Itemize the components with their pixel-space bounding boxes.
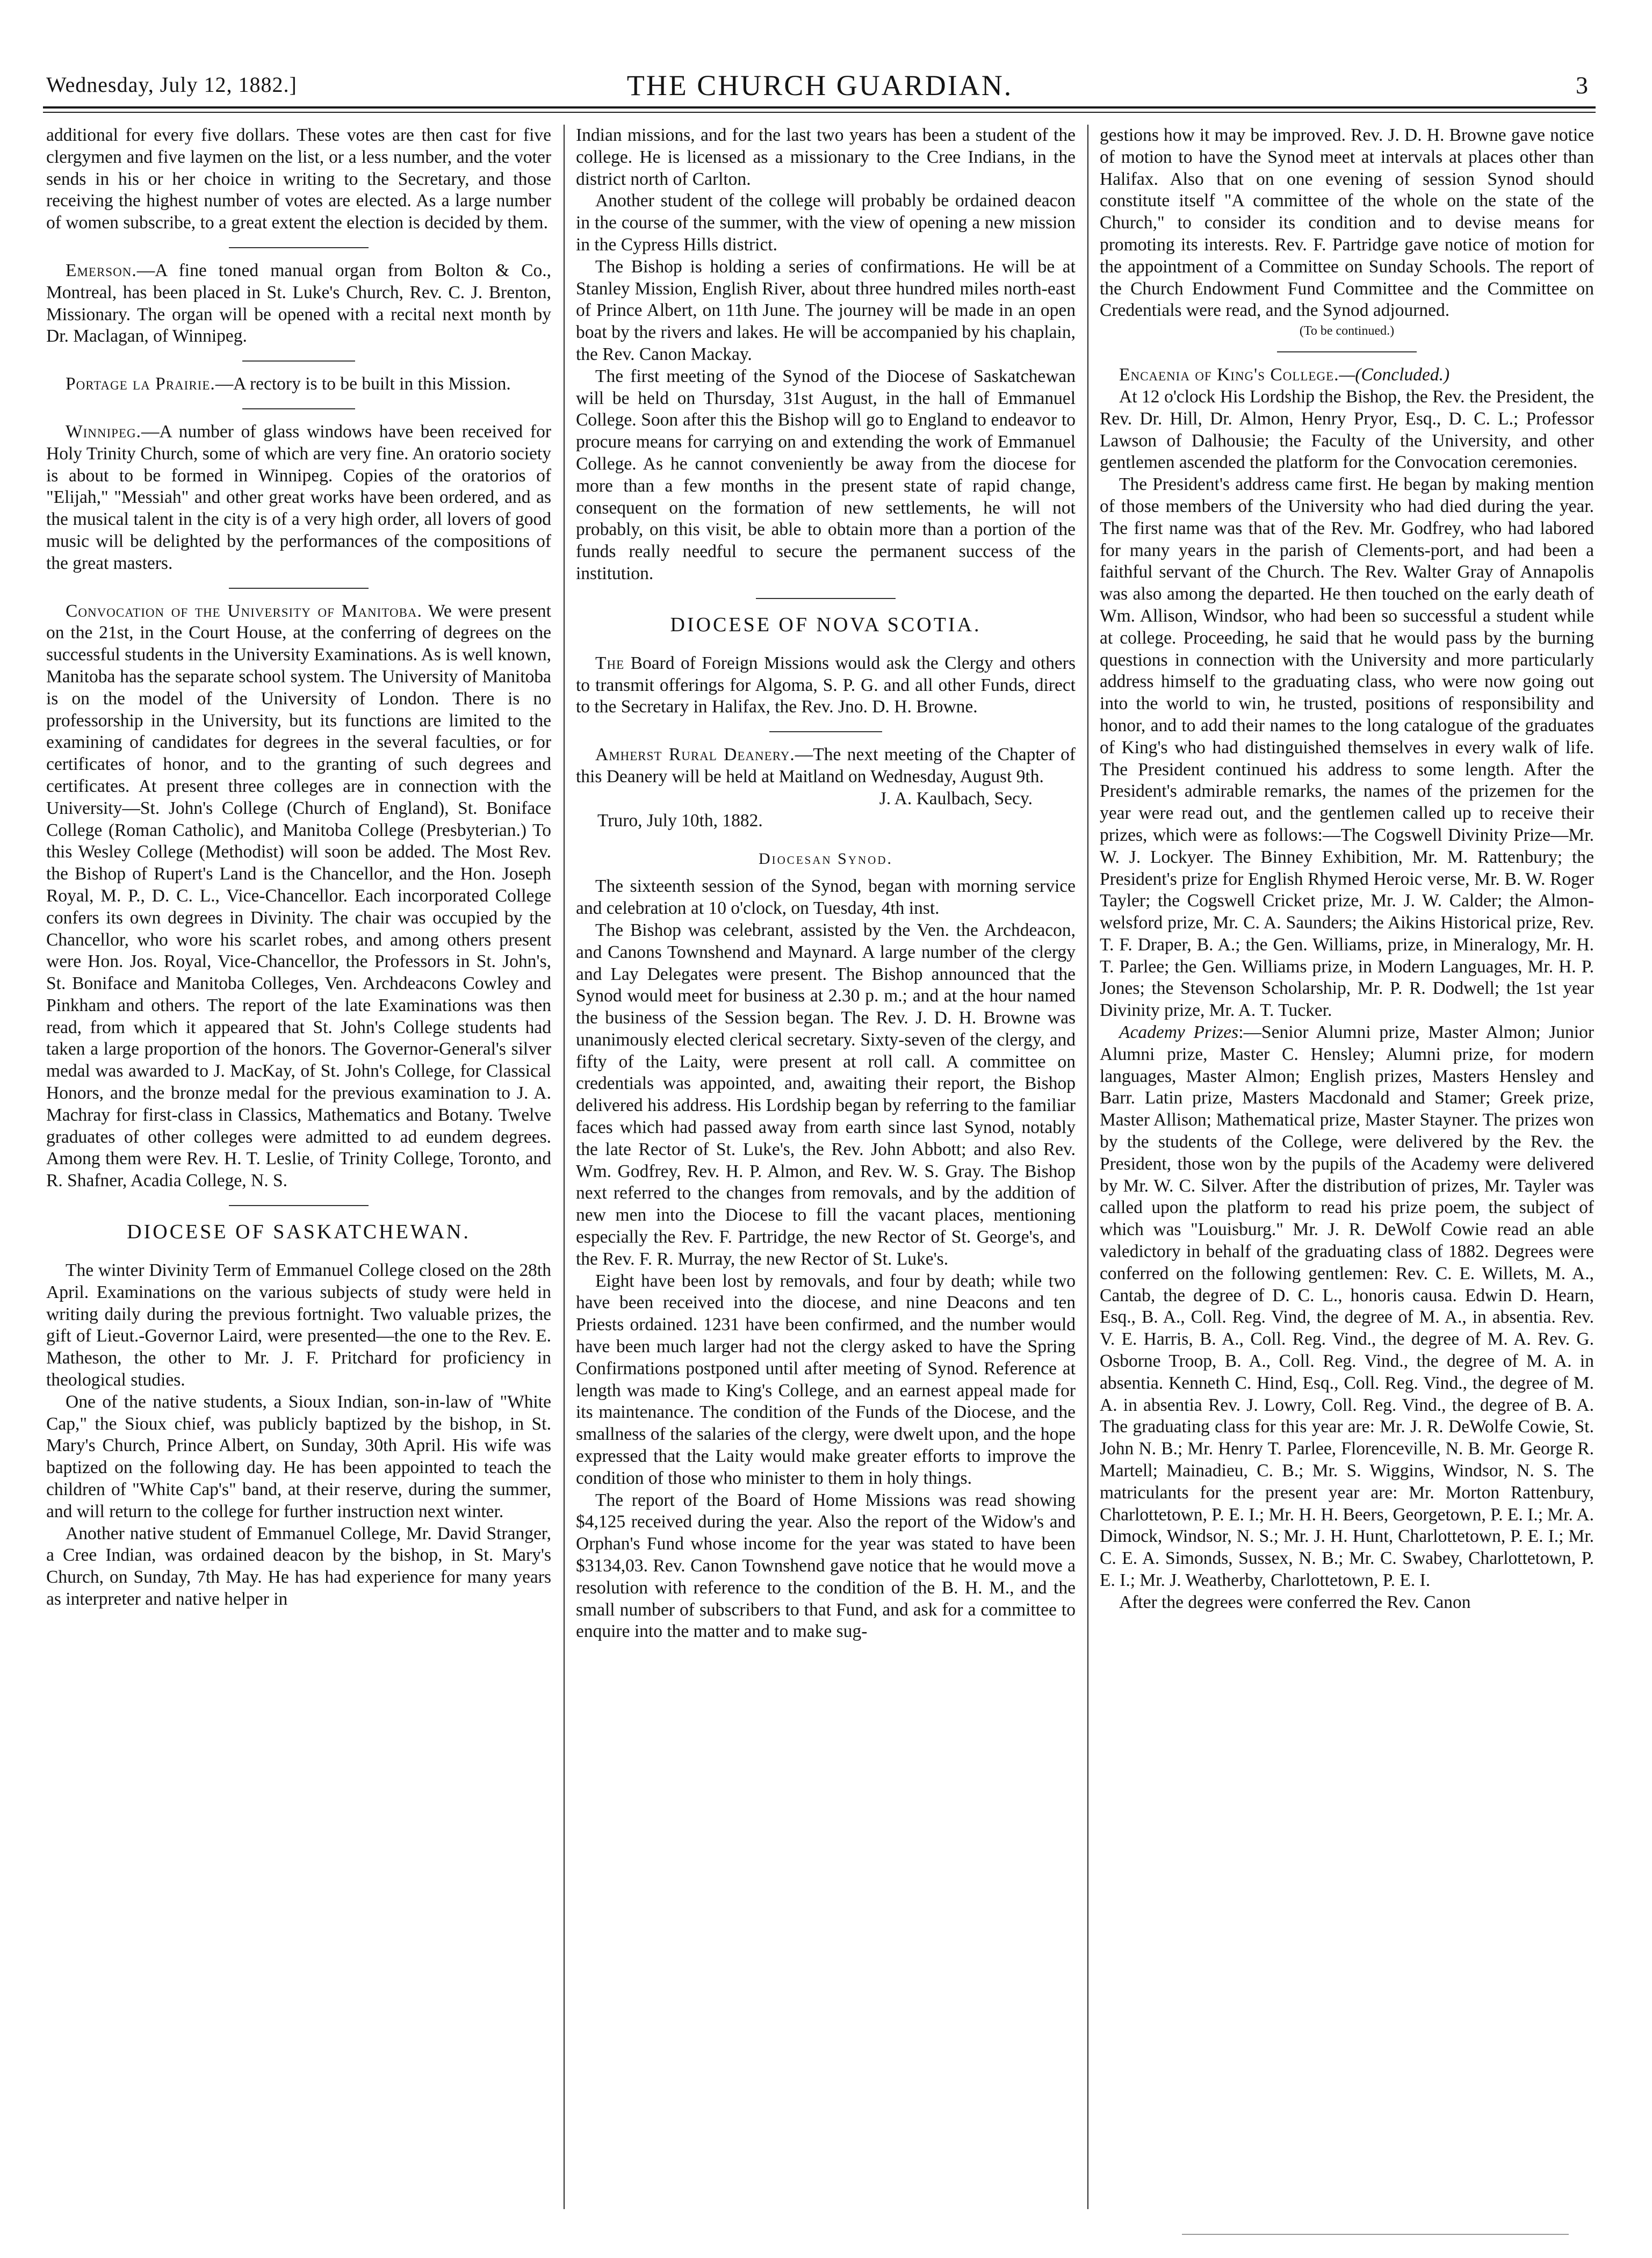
page-bottom-rule bbox=[1182, 2234, 1569, 2235]
article-separator bbox=[756, 598, 896, 599]
article-paragraph: The President's address came first. He began by making mention of those members of the University who had died during the year. The first name was that of the Rev. Mr. Godfrey, who had labored for many years in the parish of Clements-port, and had been a faithful servant of the Church. The Rev. Walter Gray of Annapolis was also among the departed. He then touched on the early death of Wm. Allison, Windsor, who had been so successful a student while at college. Proceeding, he said that he would pass by the burning questions in connection with the University and more particularly address himself to the graduating class, who were now going out into the world to win, he trusted, positions of responsibility and honor, and to add their names to the long catalogue of the graduates of King's who had distinguished themselves in every walk of life. The President continued his address to some length. After the President's admirable remarks, the names of the prizemen for the year were read out, and the gentlemen called up to receive their prizes, which were as follows:—The Cogswell Divinity Prize—Mr. W. J. Lockyer. The Binney Exhibition, Mr. M. Rattenbury; the President's prize for English Rhymed Heroic verse, Mr. B. W. Roger Tayler; the Cogswell Cricket prize, Mr. J. W. Calder; the Almon-welsford prize, Mr. C. A. Saunders; the Aikins Historical prize, Rev. T. F. Draper, B. A.; the Gen. Williams, prize, in Mineralogy, Mr. H. T. Parlee; the Gen. Williams prize, in Modern Languages, Mr. H. P. Jones; the Stevenson Scholarship, Mr. P. R. Dodwell; the 1st year Divinity prize, Mr. A. T. Tucker. bbox=[1100, 474, 1594, 1021]
column-divider bbox=[1087, 125, 1088, 2209]
signature-line: J. A. Kaulbach, Secy. bbox=[879, 788, 1033, 809]
column-1 bbox=[46, 125, 551, 2220]
news-item-encaenia bbox=[1100, 364, 1594, 386]
continued-note: (To be continued.) bbox=[1299, 324, 1395, 338]
article-paragraph: The winter Divinity Term of Emmanuel College closed on the 28th April. Examinations on the various subjects of study were held in writing daily during the previous fortnight. Two valuable prizes, the gift of Lieut.-Governor Laird, were presented—the one to the Rev. E. Matheson, the other to Mr. J. F. Pritchard for proficiency in theological studies. bbox=[46, 1260, 551, 1390]
article-paragraph: Another native student of Emmanuel College, Mr. David Stranger, a Cree Indian, was ordained deacon by the bishop, in St. Mary's Church, on Sunday, 7th May. He has had experience for many years as interpreter and native helper in bbox=[46, 1523, 551, 1610]
item-lead: Portage la Prairie. bbox=[66, 374, 215, 394]
article-separator bbox=[242, 408, 355, 409]
article-separator bbox=[229, 588, 369, 589]
notice-foreign-missions bbox=[576, 653, 1076, 718]
header-rule-thin bbox=[43, 112, 1596, 113]
item-text: —A rectory is to be built in this Mission. bbox=[215, 374, 511, 394]
article-separator bbox=[229, 1205, 369, 1206]
article-paragraph: Another student of the college will probably be ordained deacon in the course of the summer, with the view of opening a new mission in the Cypress Hills district. bbox=[576, 191, 1076, 255]
article-paragraph: At 12 o'clock His Lordship the Bishop, the Rev. the President, the Rev. Dr. Hill, Dr. Almon, Henry Pryor, Esq., D. C. L.; Professor Lawson of Dalhousie; the Faculty of the University, and other gentlemen ascended the platform for the Convocation ceremonies. bbox=[1100, 386, 1594, 473]
article-paragraph: The Bishop was celebrant, assisted by the Ven. the Archdeacon, and Canons Townshend and Maynard. A large number of the clergy and Lay Delegates were present. The Bishop announced that the Synod would meet for business at 2.30 p. m.; and at the hour named the business of the Session began. The Rev. J. D. H. Browne was unanimously elected clerical secretary. Sixty-seven of the clergy, and fifty of the Laity, were present at roll call. A committee on credentials was appointed, and, awaiting their report, the Bishop delivered his address. His Lordship began by referring to the familiar faces which had passed away from earth since last Synod, notably the late Rector of St. Luke's, the Rev. John Abbott; and also Rev. Wm. Godfrey, Rev. H. P. Almon, and Rev. W. S. Gray. The Bishop next referred to the changes from removals, and by the addition of new men into the Diocese to fill the vacant places, mentioning especially the Rev. F. Partridge, the new Rector of St. George's, and the Rev. F. R. Murray, the new Rector of St. Luke's. bbox=[576, 920, 1076, 1269]
section-heading-nova-scotia: DIOCESE OF NOVA SCOTIA. bbox=[670, 613, 982, 636]
article-separator bbox=[1277, 351, 1417, 352]
article-paragraph: gestions how it may be improved. Rev. J. D. H. Browne gave notice of motion to have the Synod meet at intervals at places other than Halifax. Also that on one evening of session Synod should constitute itself "A committee of the whole on the state of the Church," to consider its condition and to devise means for promoting its interests. Rev. F. Partridge gave notice of motion for the appointment of a Committee on Sunday Schools. The report of the Church Endowment Fund Committee and the Committee on Credentials were read, and the Synod adjourned. bbox=[1100, 125, 1594, 321]
article-paragraph: The sixteenth session of the Synod, began with morning service and celebration at 10 o'clock, on Tuesday, 4th inst. bbox=[576, 876, 1076, 919]
masthead-title: THE CHURCH GUARDIAN. bbox=[626, 69, 1013, 102]
article-paragraph: The report of the Board of Home Missions was read showing $4,125 received during the year. Also the report of the Widow's and Orphan's Fund whose income for the year was stated to have been $3134,03. Rev. Canon Townshend gave notice that he would move a resolution with reference to the condition of the B. H. M., and the small number of subscribers to that Fund, and ask for a committee to enquire into the matter and to make sug- bbox=[576, 1490, 1076, 1642]
section-heading-saskatchewan: DIOCESE OF SASKATCHEWAN. bbox=[127, 1221, 471, 1244]
item-lead: Encaenia of King's College. bbox=[1119, 365, 1339, 385]
notice-amherst-deanery bbox=[576, 744, 1076, 788]
article-paragraph: additional for every five dollars. These votes are then cast for five clergymen and five laymen on the list, or a less number, and the voter sends in his or her choice in writing to the Secretary, and those receiving the highest number of votes are elected. As a large number of women subscribe, to a great extent the election is decided by them. bbox=[46, 125, 551, 233]
news-item-convocation bbox=[46, 601, 551, 1193]
news-item-emerson bbox=[46, 260, 551, 348]
article-paragraph: The first meeting of the Synod of the Diocese of Saskatchewan will be held on Thursday, 31st August, in the hall of Emmanuel College. Soon after this the Bishop will go to England to endeavor to procure means for carrying on and extending the work of Emmanuel College. As he cannot conveniently be away from the diocese for more than a few months in the present state of rapid change, consequent on the formation of new settlements, he will not probably, on this visit, be able to obtain more than a portion of the funds really needful to secure the permanent success of the institution. bbox=[576, 366, 1076, 583]
item-text: :—Senior Alumni prize, Master Almon; Junior Alumni prize, Master C. Hensley; Alumni prize, for modern languages, Master Almon; English prizes, Masters Hensley and Barr. Latin prize, Masters Macdonald and Stamer; Greek prize, Master Allison; Mathematical prize, Master Stayner. The prizes won by the students of the College, were delivered by the Rev. the President, those won by the pupils of the Academy were delivered by Mr. W. C. Silver. After the distribution of prizes, Mr. Tayler was called upon the platform to read his prize poem, the subject of which was "Louisburg." Mr. J. R. DeWolf Cowie read an able valedictory in behalf of the graduating class of 1882. Degrees were conferred on the following gentlemen: Rev. C. E. Willets, M. A., Cantab, the degree of D. C. L., honoris causa. Edwin D. Hearn, Esq., B. A., Coll. Reg. Vind, the degree of M. A., in absentia. Rev. V. E. Harris, B. A., Coll. Reg. Vind., the degree of M. A. Rev. G. Osborne Troop, B. A., Coll. Reg. Vind., the degree of M. A. in absentia. Kenneth C. Hind, Esq., Coll. Reg. Vind., the degree of M. A. in absentia Rev. J. Lowry, Coll. Reg. Vind., the degree of B. A. The graduating class for this year are: Mr. J. R. DeWolfe Cowie, St. John N. B.; Mr. Henry T. Parlee, Florenceville, N. B. Mr. George R. Martell; Mainadieu, C. B.; Mr. S. Wiggins, Windsor, N. S. The matriculants for the present year are: Mr. Morton Rattenbury, Charlottetown, P. E. I.; Mr. H. H. Beers, Georgetown, P. E. I.; Mr. A. Dimock, Windsor, N. S.; Mr. J. H. Hunt, Charlottetown, P. E. I.; Mr. C. E. A. Simonds, Sussex, N. B.; Mr. C. Swabey, Charlottetown, P. E. I.; Mr. J. Weatherby, Charlottetown, P. E. I. bbox=[1100, 1022, 1594, 1590]
header-rule bbox=[43, 106, 1596, 109]
article-paragraph: Eight have been lost by removals, and four by death; while two have been received into the diocese, and nine Deacons and ten Priests ordained. 1231 have been confirmed, and the number would have been much larger had not the clergy asked to have the Spring Confirmations postponed until after meeting of Synod. Reference at length was made to King's College, and an earnest appeal made for its maintenance. The condition of the Funds of the Diocese, and the smallness of the salaries of the clergy, were dwelt upon, and the hope expressed that the Laity would make greater efforts to improve the condition of those who minister to them in holy things. bbox=[576, 1271, 1076, 1488]
article-paragraph: Indian missions, and for the last two years has been a student of the college. He is licensed as a missionary to the Cree Indians, in the district north of Carlton. bbox=[576, 125, 1076, 189]
item-lead: Academy Prizes bbox=[1119, 1022, 1239, 1043]
article-paragraph: One of the native students, a Sioux Indian, son-in-law of "White Cap," the Sioux chief, was publicly baptized by the bishop, in St. Mary's Church, Prince Albert, on Sunday, 30th April. His wife was baptized on the following day. He has been appointed to teach the children of "White Cap's" band, at their reserve, during the summer, and will return to the college for further instruction next winter. bbox=[46, 1391, 551, 1521]
page-header bbox=[46, 69, 1593, 107]
article-separator bbox=[229, 247, 369, 248]
item-lead: Amherst Rural Deanery. bbox=[595, 745, 795, 765]
item-text: —The next meeting of the Chapter of this Deanery will be held at Maitland on Wednesday, August 9th. bbox=[576, 745, 1076, 787]
page-number: 3 bbox=[1576, 71, 1588, 99]
article-paragraph: After the degrees were conferred the Rev. Canon bbox=[1119, 1592, 1471, 1612]
item-text: Board of Foreign Missions would ask the Clergy and others to transmit offerings for Algoma, S. P. G. and all other Funds, direct to the Secretary in Halifax, the Rev. Jno. D. H. Browne. bbox=[576, 653, 1076, 717]
item-concluded: —(Concluded.) bbox=[1339, 365, 1450, 385]
item-lead: The bbox=[595, 653, 625, 673]
item-lead: Winnipeg. bbox=[66, 421, 141, 442]
news-item-portage bbox=[46, 373, 551, 395]
article-paragraph: The Bishop is holding a series of confirmations. He will be at Stanley Mission, English River, about three hundred miles north-east of Prince Albert, on 11th June. The journey will be made in an open boat by the rivers and lakes. He will be accompanied by his chaplain, the Rev. Canon Mackay. bbox=[576, 256, 1076, 364]
article-separator bbox=[769, 731, 882, 732]
subheading-diocesan-synod: Diocesan Synod. bbox=[758, 850, 893, 868]
item-text: —A fine toned manual organ from Bolton & Co., Montreal, has been placed in St. Luke's Church, Rev. C. J. Brenton, Missionary. The organ will be opened with a recital next month by Dr. Maclagan, of Winnipeg. bbox=[46, 260, 551, 347]
item-lead: Convocation of the University of Manitoba. bbox=[66, 601, 422, 621]
column-divider bbox=[564, 125, 565, 2209]
issue-date: Wednesday, July 12, 1882.] bbox=[46, 73, 297, 97]
dateline: Truro, July 10th, 1882. bbox=[597, 810, 763, 831]
item-lead: Emerson. bbox=[66, 260, 137, 280]
article-paragraph bbox=[1100, 1022, 1594, 1592]
column-2 bbox=[576, 125, 1076, 2220]
column-3 bbox=[1100, 125, 1594, 2220]
item-text: We were present on the 21st, in the Court House, at the conferring of degrees on the successful students in the University Examinations. As is well known, Manitoba has the separate school system. The University of Manitoba is on the model of the University of London. There is no professorship in the University, but its functions are limited to the examining of candidates for degrees in the several faculties, or for certificates of honor, and to the granting of such degrees and certificates. At present three colleges are in connection with the University—St. John's College (Church of England), St. Boniface College (Roman Catholic), and Manitoba College (Presbyterian.) To this Wesley College (Methodist) will soon be added. The Most Rev. the Bishop of Rupert's Land is the Chancellor, and the Hon. Joseph Royal, M. P., D. C. L., Vice-Chancellor. Each incorporated College confers its own degrees in Divinity. The chair was occupied by the Chancellor, who wore his scarlet robes, and among others present were Hon. Jos. Royal, Vice-Chancellor, the Professors in St. John's, St. Boniface and Manitoba Colleges, Ven. Archdeacons Cowley and Pinkham and others. The report of the late Examinations was then read, from which it appeared that St. John's College students had taken a large proportion of the honors. The Governor-General's silver medal was awarded to J. MacKay, of St. John's College, for Classical Honors, and the bronze medal for the previous examination to J. A. Machray for first-class in Classics, Mathematics and Botany. Twelve graduates of other colleges were admitted to ad eundem degrees. Among them were Rev. H. T. Leslie, of Trinity College, Toronto, and R. Shafner, Acadia College, N. S. bbox=[46, 601, 551, 1191]
item-text: —A number of glass windows have been received for Holy Trinity Church, some of which are very fine. An oratorio society is about to be formed in Winnipeg. Copies of the oratorios of "Elijah," "Messiah" and other great works have been ordered, and as the musical talent in the city is of a very high order, all lovers of good music will be delighted by the performances of the compositions of the great masters. bbox=[46, 421, 551, 573]
news-item-winnipeg bbox=[46, 421, 551, 575]
article-separator bbox=[242, 360, 355, 362]
